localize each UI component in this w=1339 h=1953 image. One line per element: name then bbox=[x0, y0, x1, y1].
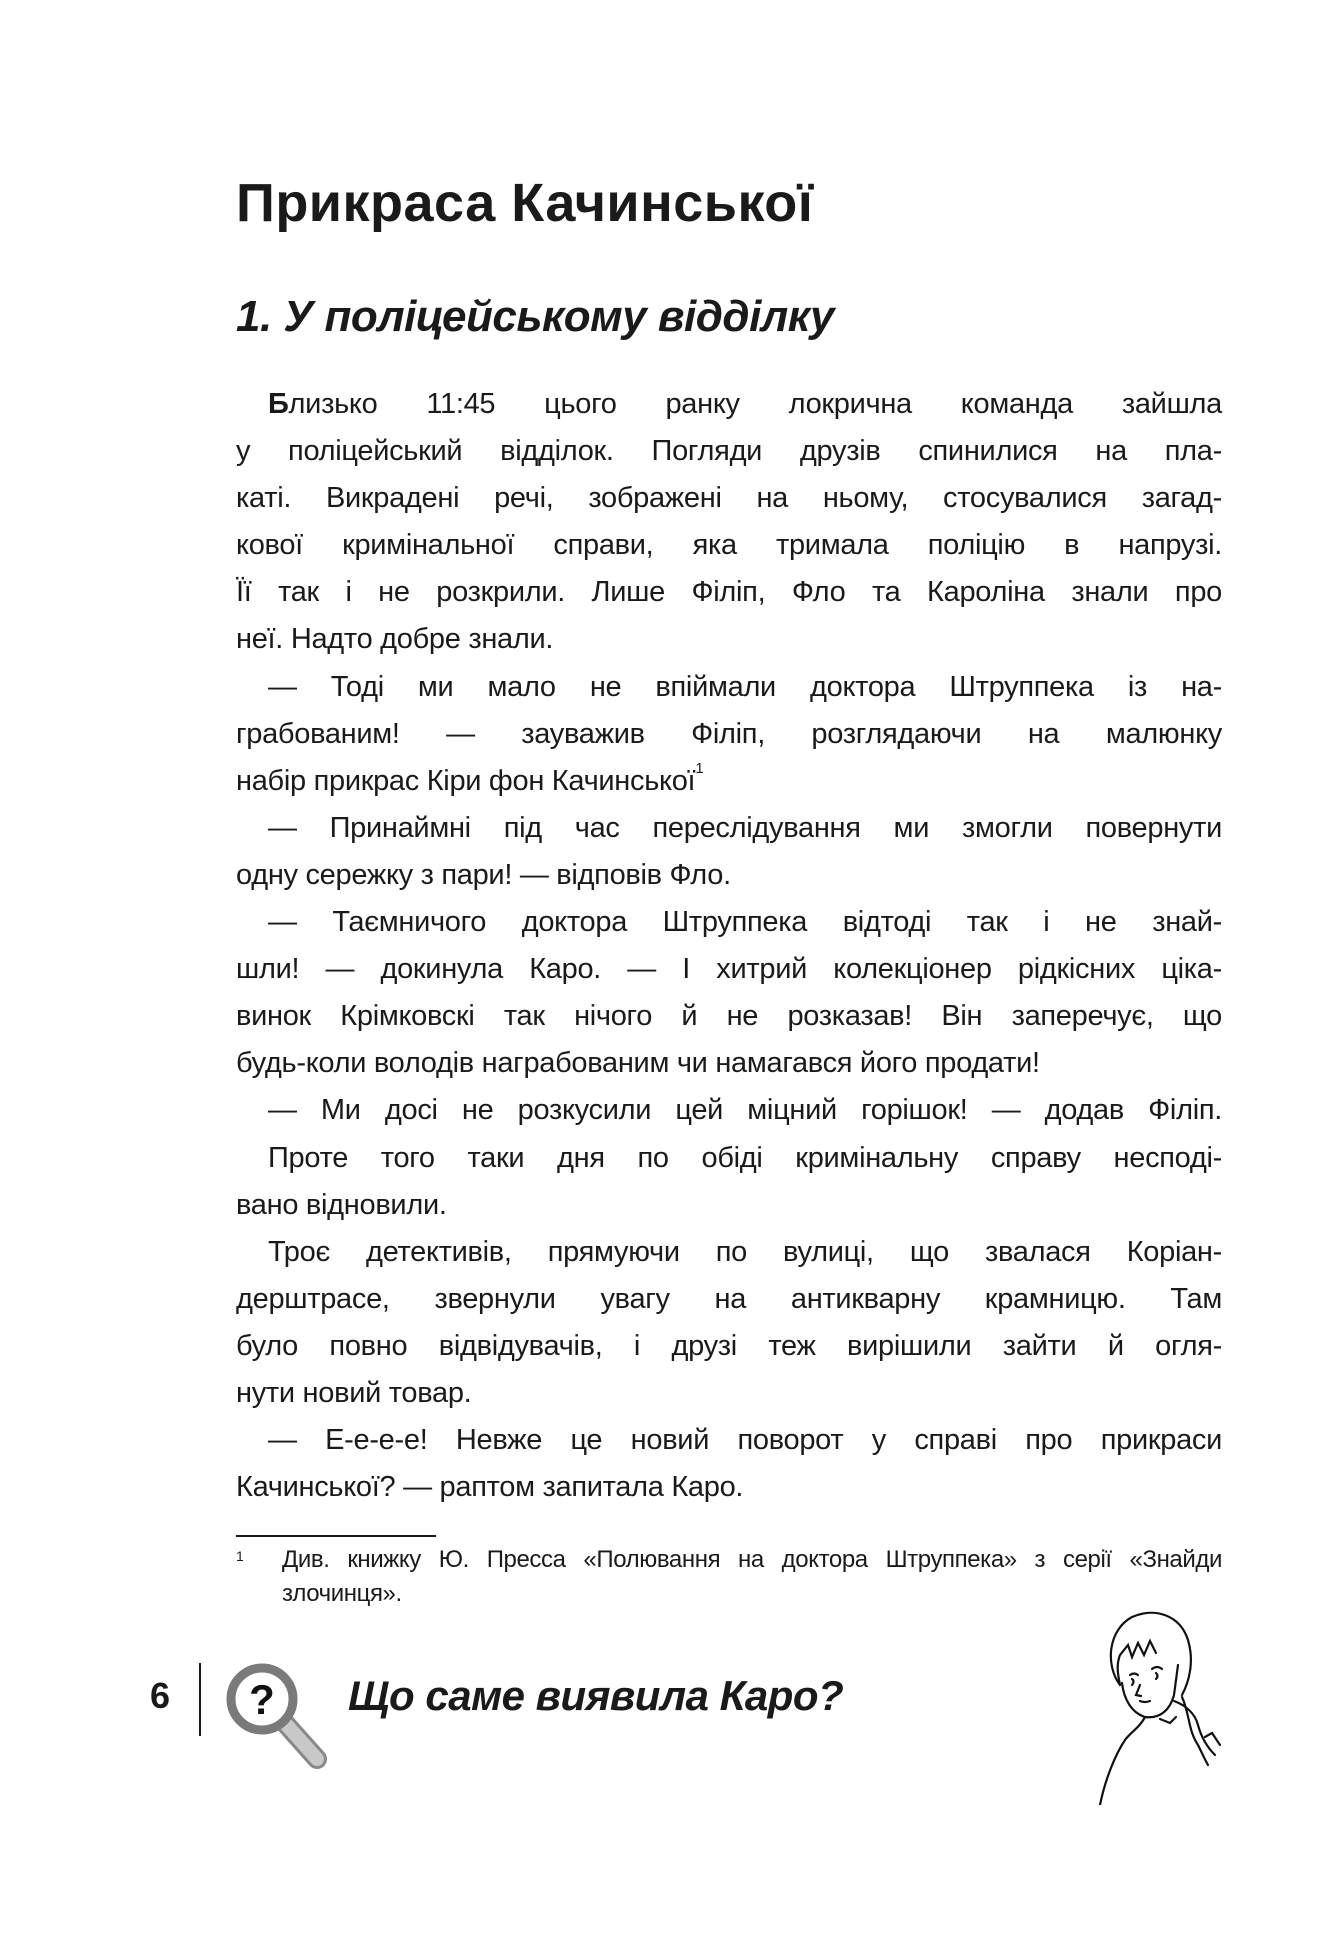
text-line-content: Проте того таки дня по обіді кримінальну справу несподі- bbox=[268, 1141, 1222, 1174]
text-line-content: — Е-е-е-е! Невже це новий поворот у справі про прикраси bbox=[268, 1424, 1222, 1457]
text-line bbox=[236, 522, 1222, 569]
footnote-line: Див. книжку Ю. Пресса «Полювання на доктора Штруппека» з серії «Знайди bbox=[282, 1546, 1222, 1573]
text-line-content: лизько 11:45 цього ранку локрична команда зайшла bbox=[288, 388, 1222, 420]
text-line-content: кової кримінальної справи, яка тримала поліцію в напрузі. bbox=[236, 529, 1222, 562]
text-line-content: Троє детективів, прямуючи по вулиці, що звалася Коріан- bbox=[268, 1235, 1222, 1268]
text-line bbox=[236, 1370, 1222, 1417]
text-line-content: неї. Надто добре знали. bbox=[236, 623, 554, 656]
text-line-content: було повно відвідувачів, і друзі теж вирішили зайти й огля- bbox=[236, 1329, 1222, 1362]
text-line bbox=[236, 852, 1222, 899]
question-prompt: Що саме виявила Каро? bbox=[348, 1672, 844, 1719]
initial-letter: Б bbox=[268, 388, 289, 420]
text-line-content: винок Крімковскі так нічого й не розказав! Він заперечує, що bbox=[236, 1000, 1222, 1033]
text-line bbox=[236, 1323, 1222, 1370]
text-line bbox=[236, 946, 1222, 993]
body-text bbox=[236, 381, 1222, 1511]
girl-illustration bbox=[1070, 1605, 1240, 1810]
text-line bbox=[236, 664, 1222, 711]
footnote-divider bbox=[236, 1535, 436, 1537]
text-line-content: нути новий товар. bbox=[236, 1376, 472, 1409]
text-line-content: Її так і не розкрили. Лише Філіп, Фло та Кароліна знали про bbox=[236, 576, 1222, 609]
text-line-content: будь-коли володів награбованим чи намагався його продати! bbox=[236, 1047, 1040, 1080]
text-line bbox=[236, 899, 1222, 946]
text-line-content: — Таємничого доктора Штруппека відтоді так і не знай- bbox=[268, 906, 1222, 939]
text-line-content: одну сережку з пари! — відповів Фло. bbox=[236, 858, 731, 891]
text-line-content: вано відновили. bbox=[236, 1188, 447, 1221]
footnote-mark: 1 bbox=[236, 1548, 244, 1564]
footnote bbox=[236, 1543, 1222, 1611]
text-line-content: дерштрасе, звернули увагу на антикварну крамницю. Там bbox=[236, 1282, 1222, 1315]
text-line-content: грабованим! — зауважив Філіп, розглядаючи на малюнку bbox=[236, 717, 1222, 750]
page-number: 6 bbox=[150, 1675, 171, 1716]
text-line-content: каті. Викрадені речі, зображені на ньому, стосувалися загад- bbox=[236, 482, 1222, 515]
text-line bbox=[236, 381, 1222, 428]
page-number-divider bbox=[199, 1663, 201, 1736]
text-line bbox=[236, 569, 1222, 616]
text-line bbox=[236, 1276, 1222, 1323]
text-line-content: у поліцейський відділок. Погляди друзів спинилися на пла- bbox=[236, 435, 1222, 468]
text-line bbox=[236, 1464, 1222, 1511]
text-line bbox=[236, 1135, 1222, 1182]
text-line bbox=[236, 1182, 1222, 1229]
text-line-content: набір прикрас Кіри фон Качинської bbox=[236, 764, 696, 797]
text-line bbox=[236, 616, 1222, 663]
footnote-line: злочинця». bbox=[282, 1580, 402, 1607]
chapter-title: Прикраса Качинської bbox=[236, 173, 814, 233]
text-line bbox=[236, 758, 1222, 805]
text-line bbox=[236, 993, 1222, 1040]
text-line-content: — Принаймні під час переслідування ми змогли повернути bbox=[268, 811, 1222, 844]
text-line bbox=[236, 1417, 1222, 1464]
magnifier-question-icon bbox=[222, 1662, 337, 1777]
text-line-content: шли! — докинула Каро. — І хитрий колекціонер рідкісних ціка- bbox=[236, 953, 1222, 986]
text-line bbox=[236, 428, 1222, 475]
text-line bbox=[236, 711, 1222, 758]
text-line-content: — Ми досі не розкусили цей міцний горішок! — додав Філіп. bbox=[268, 1094, 1222, 1127]
text-line-content: Качинської? — раптом запитала Каро. bbox=[236, 1471, 744, 1504]
text-line bbox=[236, 1040, 1222, 1087]
text-line bbox=[236, 805, 1222, 852]
text-line bbox=[236, 475, 1222, 522]
text-line-content: — Тоді ми мало не впіймали доктора Штруппека із на- bbox=[268, 670, 1222, 703]
magnifier-symbol: ? bbox=[249, 1676, 275, 1723]
text-line bbox=[236, 1087, 1222, 1134]
footnote-reference[interactable]: 1 bbox=[695, 759, 704, 777]
section-title: 1. У поліцейському відділку bbox=[236, 292, 835, 341]
text-line bbox=[236, 1229, 1222, 1276]
